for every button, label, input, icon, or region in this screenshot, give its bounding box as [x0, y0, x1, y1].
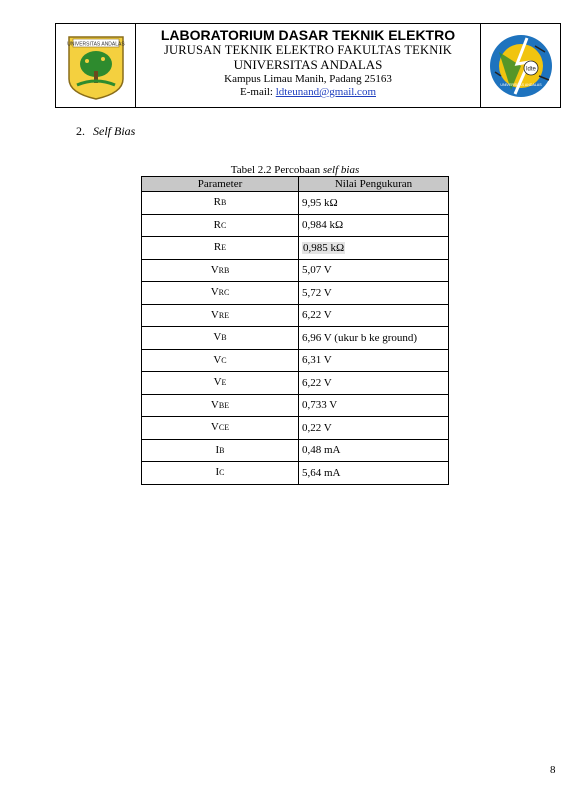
table-row [142, 462, 449, 485]
address: Kampus Limau Manih, Padang 25163 [224, 73, 392, 85]
parameter-subscript: E [221, 243, 227, 253]
parameter-symbol: V [210, 286, 219, 299]
parameter-symbol: R [213, 218, 221, 231]
value-cell [299, 192, 449, 215]
table-row [142, 214, 449, 237]
header-parameter: Parameter [142, 177, 299, 192]
parameter-symbol: R [213, 196, 221, 209]
parameter-cell [142, 372, 299, 395]
value-cell [299, 394, 449, 417]
table-row [142, 282, 449, 305]
measurement-value: 5,64 mA [302, 466, 341, 479]
table-row [142, 394, 449, 417]
letterhead [55, 23, 561, 108]
svg-text:UNIVERSITAS ANDALAS: UNIVERSITAS ANDALAS [66, 41, 125, 47]
table-row [142, 304, 449, 327]
value-cell [299, 327, 449, 350]
parameter-subscript: B [221, 198, 227, 208]
measurement-value: 0,984 kΩ [302, 219, 344, 232]
value-cell [299, 304, 449, 327]
measurement-table [141, 176, 449, 485]
parameter-symbol: I [215, 443, 220, 456]
university-logo-cell [56, 24, 136, 107]
value-cell [299, 259, 449, 282]
parameter-symbol: V [213, 353, 222, 366]
parameter-cell [142, 259, 299, 282]
measurement-value: 6,22 V [302, 309, 332, 322]
measurement-value: 5,72 V [302, 286, 332, 299]
measurement-value: 0,48 mA [302, 444, 341, 457]
lab-title: LABORATORIUM DASAR TEKNIK ELEKTRO [160, 27, 456, 43]
table-body [142, 192, 449, 485]
measurement-value: 5,07 V [302, 264, 332, 277]
university-logo-icon [63, 31, 129, 101]
table-row [142, 349, 449, 372]
parameter-symbol: V [213, 376, 222, 389]
parameter-subscript: E [221, 378, 227, 388]
value-cell [299, 439, 449, 462]
parameter-subscript: RB [218, 265, 230, 275]
caption-prefix: Tabel 2.2 Percobaan [230, 164, 323, 176]
section-number: 2. [76, 124, 85, 138]
table-row [142, 192, 449, 215]
letterhead-text [136, 24, 480, 107]
email-link[interactable]: ldteunand@gmail.com [275, 86, 376, 98]
parameter-cell [142, 214, 299, 237]
caption-italic: self bias [322, 164, 360, 176]
parameter-subscript: C [219, 468, 225, 478]
value-cell [299, 462, 449, 485]
measurement-value: 6,96 V (ukur b ke ground) [302, 331, 418, 344]
parameter-cell [142, 192, 299, 215]
measurement-value: 9,95 kΩ [302, 196, 338, 209]
table-row [142, 439, 449, 462]
svg-text:ldte: ldte [525, 66, 536, 72]
parameter-cell [142, 394, 299, 417]
section-heading [76, 124, 135, 139]
email-line [136, 86, 480, 99]
parameter-symbol: I [215, 466, 220, 479]
value-cell [299, 282, 449, 305]
section-title: Self Bias [93, 124, 136, 138]
university-name: UNIVERSITAS ANDALAS [233, 57, 383, 72]
department-name: JURUSAN TEKNIK ELEKTRO FAKULTAS TEKNIK [163, 43, 453, 57]
parameter-cell [142, 462, 299, 485]
parameter-symbol: V [210, 421, 219, 434]
svg-text:UNIVERSITAS ANDALAS: UNIVERSITAS ANDALAS [499, 82, 542, 87]
parameter-cell [142, 349, 299, 372]
parameter-symbol: V [210, 398, 219, 411]
parameter-cell [142, 282, 299, 305]
parameter-symbol: V [210, 263, 219, 276]
parameter-subscript: C [221, 355, 227, 365]
table-row [142, 237, 449, 260]
measurement-value: 6,31 V [302, 354, 332, 367]
value-cell [299, 237, 449, 260]
parameter-cell [142, 237, 299, 260]
table-row [142, 417, 449, 440]
parameter-symbol: V [213, 331, 222, 344]
page-number: 8 [550, 764, 556, 776]
email-label: E-mail: [240, 86, 276, 98]
parameter-subscript: RC [218, 288, 230, 298]
table-row [142, 372, 449, 395]
parameter-symbol: V [210, 308, 219, 321]
measurement-value: 0,733 V [302, 399, 338, 412]
table-row [142, 259, 449, 282]
measurement-value: 0,985 kΩ [303, 241, 345, 254]
measurement-value: 0,22 V [302, 421, 332, 434]
parameter-cell [142, 327, 299, 350]
parameter-subscript: RE [218, 310, 230, 320]
parameter-subscript: C [221, 220, 227, 230]
value-cell [299, 372, 449, 395]
measurement-value: 6,22 V [302, 376, 332, 389]
table-row [142, 327, 449, 350]
table-header-row [142, 177, 449, 192]
lab-logo-cell [480, 24, 560, 107]
parameter-cell [142, 439, 299, 462]
parameter-cell [142, 304, 299, 327]
parameter-subscript: B [219, 445, 225, 455]
header-value: Nilai Pengukuran [299, 177, 449, 192]
lab-logo-icon [487, 32, 555, 100]
parameter-subscript: B [221, 333, 227, 343]
parameter-subscript: CE [218, 423, 230, 433]
value-cell [299, 214, 449, 237]
value-cell [299, 417, 449, 440]
parameter-subscript: BE [218, 400, 230, 410]
parameter-symbol: R [213, 241, 222, 254]
value-cell [299, 349, 449, 372]
parameter-cell [142, 417, 299, 440]
